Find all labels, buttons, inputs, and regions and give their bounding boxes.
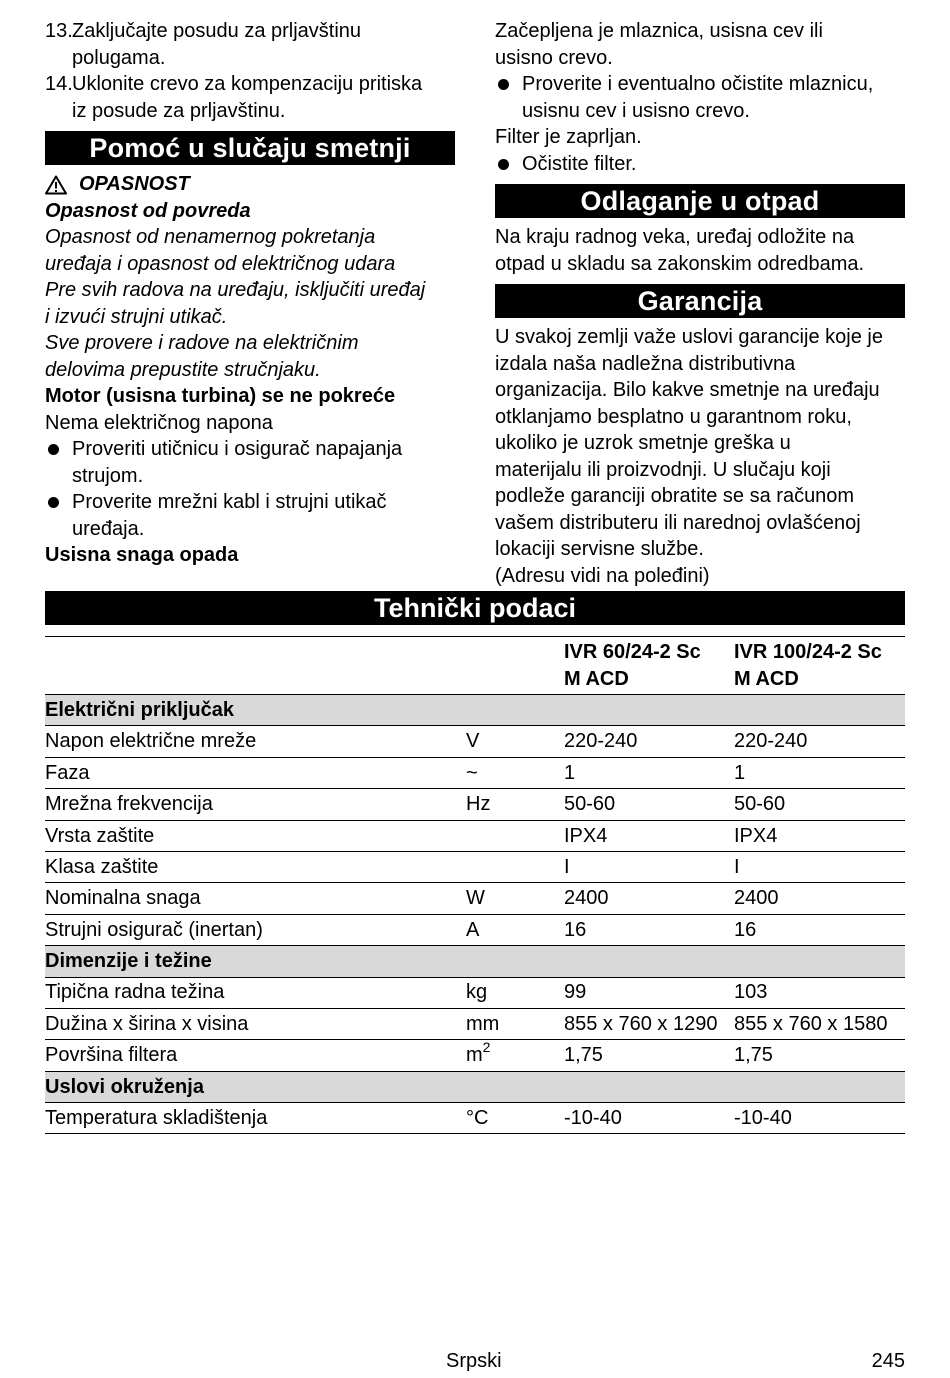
step-text: polugama.: [72, 46, 166, 69]
model-2-header: [734, 637, 905, 695]
table-row: [45, 977, 905, 1008]
warranty-text: materijalu ili proizvodnji. U slučaju koji: [495, 458, 831, 481]
left-column: [45, 18, 455, 569]
section-title: Dimenzije i težine: [45, 946, 905, 977]
row-label: Dužina x širina x visina: [45, 1008, 466, 1039]
row-label: Klasa zaštite: [45, 851, 466, 882]
bullet-item: [495, 71, 905, 124]
row-unit: °C: [466, 1103, 564, 1134]
bullet-item: [495, 151, 905, 178]
disposal-text: Na kraju radnog veka, uređaj odložite na: [495, 226, 855, 248]
fault-motor-title: Motor (usisna turbina) se ne pokreće: [45, 385, 396, 407]
row-unit: kg: [466, 977, 564, 1008]
page-number: 245: [871, 1350, 905, 1372]
row-unit: [466, 1040, 564, 1071]
row-unit: V: [466, 726, 564, 757]
bullet-text: Proveriti utičnicu i osigurač napajanja: [72, 438, 403, 460]
step-14: [45, 71, 455, 124]
fault-suction-title: Usisna snaga opada: [45, 544, 239, 566]
step-text: Zaključajte posudu za prljavštinu: [72, 20, 362, 42]
table-row: [45, 883, 905, 914]
step-text: iz posude za prljavštinu.: [72, 99, 286, 122]
warranty-heading: Garancija: [495, 284, 905, 318]
row-unit: W: [466, 883, 564, 914]
row-label: Faza: [45, 757, 466, 788]
warranty-text: podleže garanciji obratite se sa računom: [495, 485, 855, 507]
bullet-item: [45, 436, 455, 489]
row-unit: [466, 851, 564, 882]
row-value-1: 2400: [564, 883, 734, 914]
hazard-line: i izvući strujni utikač.: [45, 305, 228, 328]
row-label: Nominalna snaga: [45, 883, 466, 914]
table-row: [45, 757, 905, 788]
row-unit: Hz: [466, 789, 564, 820]
row-value-1: 855 x 760 x 1290: [564, 1008, 734, 1039]
table-row: [45, 1103, 905, 1134]
table-row: [45, 789, 905, 820]
warning-label: OPASNOST: [79, 173, 190, 195]
row-value-1: 50-60: [564, 789, 734, 820]
bullet-dot-icon: [498, 79, 509, 90]
right-column: [495, 18, 905, 589]
table-row: [45, 1008, 905, 1039]
row-unit: mm: [466, 1008, 564, 1039]
model-name: M ACD: [734, 668, 799, 690]
step-text: Uklonite crevo za kompenzaciju pritiska: [72, 73, 423, 95]
row-value-2: I: [734, 851, 905, 882]
table-row: [45, 1040, 905, 1071]
danger-warning: [45, 171, 455, 198]
row-value-2: -10-40: [734, 1103, 905, 1134]
disposal-heading: Odlaganje u otpad: [495, 184, 905, 218]
tech-data-table: [45, 636, 905, 1134]
bullet-dot-icon: [498, 159, 509, 170]
row-value-1: 1,75: [564, 1040, 734, 1071]
model-name: IVR 100/24-2 Sc: [734, 641, 882, 663]
warranty-text: (Adresu vidi na poleđini): [495, 564, 710, 587]
warranty-text: otklanjamo besplatno u garantnom roku,: [495, 405, 852, 428]
disposal-text: otpad u skladu sa zakonskim odredbama.: [495, 252, 865, 275]
warranty-text: izdala naša nadležna distributivna: [495, 352, 796, 375]
row-label: Temperatura skladištenja: [45, 1103, 466, 1134]
table-row: [45, 726, 905, 757]
bullet-dot-icon: [48, 497, 59, 508]
row-value-1: 99: [564, 977, 734, 1008]
row-label: Napon električne mreže: [45, 726, 466, 757]
row-value-2: 855 x 760 x 1580: [734, 1008, 905, 1039]
unit-superscript: 2: [482, 1038, 491, 1055]
warranty-text: vašem distributeru ili narednoj ovlašćenoj: [495, 511, 861, 534]
row-unit: [466, 820, 564, 851]
warranty-text: ukoliko je uzrok smetnje greška u: [495, 432, 791, 454]
cause-text: Začepljena je mlaznica, usisna cev ili: [495, 20, 823, 42]
bullet-text: Proverite i eventualno očistite mlaznicu,: [522, 73, 874, 95]
section-title: Električni priključak: [45, 695, 905, 726]
tech-data-heading: Tehnički podaci: [45, 591, 905, 625]
warranty-text: organizacija. Bilo kakve smetnje na uređaju: [495, 379, 880, 401]
model-name: IVR 60/24-2 Sc: [564, 641, 701, 663]
step-number: 13.: [45, 20, 73, 42]
bullet-text: Očistite filter.: [522, 152, 637, 175]
hazard-line: Sve provere i radove na električnim: [45, 332, 359, 354]
model-1-header: [564, 637, 734, 695]
section-row: [45, 1071, 905, 1102]
unit-text: m: [466, 1044, 483, 1067]
cause-text: Filter je zaprljan.: [495, 126, 642, 148]
table-row: [45, 820, 905, 851]
section-row: [45, 946, 905, 977]
row-value-2: 16: [734, 914, 905, 945]
hazard-title: Opasnost od povreda: [45, 199, 251, 222]
row-label: Površina filtera: [45, 1040, 466, 1071]
row-value-1: 16: [564, 914, 734, 945]
table-row: [45, 914, 905, 945]
row-value-1: IPX4: [564, 820, 734, 851]
hazard-line: uređaja i opasnost od električnog udara: [45, 252, 396, 275]
hazard-line: Pre svih radova na uređaju, isključiti uređaj: [45, 279, 426, 301]
table-row: [45, 851, 905, 882]
section-row: [45, 695, 905, 726]
step-number: 14.: [45, 73, 73, 95]
row-value-1: -10-40: [564, 1103, 734, 1134]
cause-text: usisno crevo.: [495, 46, 613, 69]
row-value-1: 220-240: [564, 726, 734, 757]
bullet-dot-icon: [48, 444, 59, 455]
fault-motor-cause: Nema električnog napona: [45, 411, 273, 434]
row-value-2: 220-240: [734, 726, 905, 757]
bullet-text: strujom.: [72, 464, 144, 487]
model-name: M ACD: [564, 668, 629, 690]
row-value-2: 1: [734, 757, 905, 788]
step-13: [45, 18, 455, 71]
row-unit: A: [466, 914, 564, 945]
section-title: Uslovi okruženja: [45, 1071, 905, 1102]
row-value-1: I: [564, 851, 734, 882]
row-value-2: 103: [734, 977, 905, 1008]
hazard-line: Opasnost od nenamernog pokretanja: [45, 226, 376, 248]
row-value-2: IPX4: [734, 820, 905, 851]
row-value-2: 50-60: [734, 789, 905, 820]
table-header-row: [45, 637, 905, 695]
warning-triangle-icon: [45, 175, 67, 195]
row-value-1: 1: [564, 757, 734, 788]
footer-language: Srpski: [446, 1350, 502, 1372]
warranty-text: U svakoj zemlji važe uslovi garancije koje je: [495, 326, 883, 348]
row-label: Tipična radna težina: [45, 977, 466, 1008]
bullet-text: Proverite mrežni kabl i strujni utikač: [72, 491, 387, 513]
row-label: Strujni osigurač (inertan): [45, 914, 466, 945]
bullet-item: [45, 489, 455, 542]
row-value-2: 2400: [734, 883, 905, 914]
hazard-line: delovima prepustite stručnjaku.: [45, 358, 321, 381]
row-label: Mrežna frekvencija: [45, 789, 466, 820]
warranty-text: lokaciji servisne službe.: [495, 538, 704, 560]
row-value-2: 1,75: [734, 1040, 905, 1071]
troubleshooting-heading: Pomoć u slučaju smetnji: [45, 131, 455, 165]
bullet-text: uređaja.: [72, 517, 145, 540]
row-label: Vrsta zaštite: [45, 820, 466, 851]
bullet-text: usisnu cev i usisno crevo.: [522, 99, 750, 122]
row-unit: ~: [466, 757, 564, 788]
